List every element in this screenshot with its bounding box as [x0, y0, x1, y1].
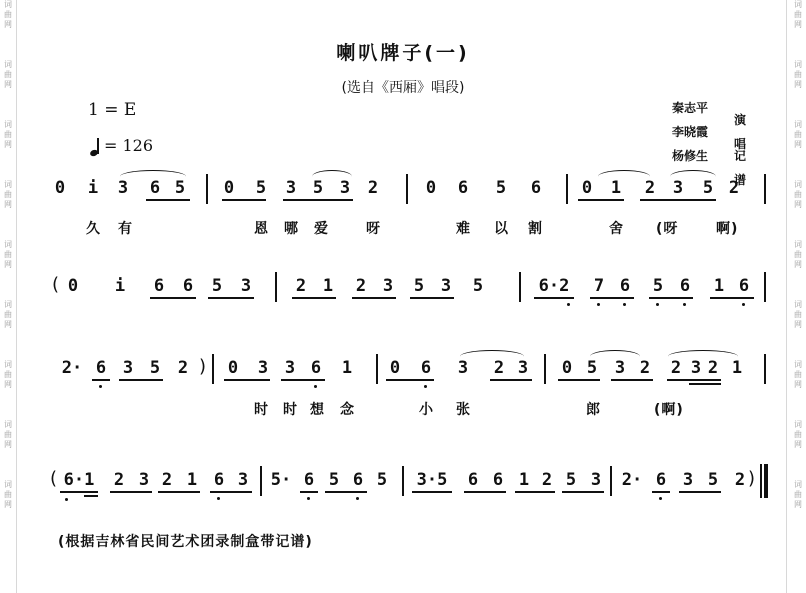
note: 3 — [614, 358, 626, 378]
side-watermark-char: 词 — [794, 360, 802, 369]
note: 6 — [492, 470, 504, 490]
note: 2 — [177, 358, 189, 378]
lyric: 时 — [254, 402, 269, 418]
barline — [764, 272, 766, 302]
side-watermark-gap — [791, 210, 805, 240]
beam — [210, 491, 252, 493]
close-paren: ) — [748, 468, 756, 489]
side-watermark-char: 曲 — [4, 250, 12, 259]
note: 1 — [610, 178, 622, 198]
note: 3 — [590, 470, 602, 490]
note: 1 — [713, 276, 725, 296]
note: 3 — [457, 358, 469, 378]
side-watermark-gap — [791, 390, 805, 420]
note: 5 — [495, 178, 507, 198]
side-watermark-char: 词 — [794, 480, 802, 489]
side-watermark-gap — [791, 150, 805, 180]
side-watermark-char: 词 — [794, 240, 802, 249]
beam — [150, 297, 196, 299]
lyric: 以 — [494, 221, 509, 237]
note: 6 — [153, 276, 165, 296]
beam — [119, 379, 163, 381]
side-watermark-char: 曲 — [4, 70, 12, 79]
beam — [640, 199, 716, 201]
note: 6 — [530, 178, 542, 198]
beam — [283, 199, 353, 201]
note: 6·2 — [538, 276, 570, 296]
beam — [464, 491, 506, 493]
low-dot — [424, 385, 427, 388]
side-watermark-char: 曲 — [794, 430, 802, 439]
note: 3 — [517, 358, 529, 378]
note: 2 — [670, 358, 682, 378]
note: 3 — [440, 276, 452, 296]
side-watermark-char: 网 — [4, 440, 12, 449]
side-watermark-char: 网 — [4, 80, 12, 89]
note: 2· — [61, 358, 83, 378]
side-watermark-char: 网 — [4, 140, 12, 149]
note: 6 — [182, 276, 194, 296]
note: 6 — [457, 178, 469, 198]
side-watermark-char: 网 — [794, 80, 802, 89]
note: 3 — [257, 358, 269, 378]
note: 3 — [690, 358, 702, 378]
note: 2 — [541, 470, 553, 490]
barline — [566, 174, 568, 204]
barline — [406, 174, 408, 204]
note: 5 — [255, 178, 267, 198]
note: 6 — [310, 358, 322, 378]
low-dot — [314, 385, 317, 388]
beam — [679, 491, 721, 493]
side-watermark-gap — [791, 510, 805, 540]
song-title: 喇叭牌子(一) — [336, 42, 470, 64]
note: 3 — [285, 178, 297, 198]
side-watermark-char: 曲 — [794, 250, 802, 259]
note: 2 — [707, 358, 719, 378]
note: 5 — [211, 276, 223, 296]
low-dot — [65, 498, 68, 501]
note: 0 — [561, 358, 573, 378]
note: 2 — [295, 276, 307, 296]
barline — [212, 354, 214, 384]
note: 0 — [389, 358, 401, 378]
note: 5 — [149, 358, 161, 378]
note: 0 — [54, 178, 66, 198]
note: i — [87, 178, 99, 198]
side-watermark-gap — [791, 450, 805, 480]
barline — [610, 466, 612, 496]
record-role: 记谱 — [734, 149, 747, 187]
beam — [515, 491, 555, 493]
performer-name-1: 秦志平 — [672, 101, 709, 115]
note: 0 — [425, 178, 437, 198]
lyric: 恩 — [254, 221, 269, 237]
lyric: 张 — [456, 402, 471, 418]
open-paren: ( — [50, 468, 58, 489]
tempo-marking — [90, 136, 153, 156]
note: 3 — [339, 178, 351, 198]
note: 6 — [149, 178, 161, 198]
song-subtitle: (选自《西厢》唱段) — [341, 80, 465, 96]
watermark-url — [330, 428, 339, 443]
note: 6 — [303, 470, 315, 490]
beam — [224, 379, 270, 381]
credits — [672, 96, 747, 187]
note: 3 — [682, 470, 694, 490]
side-watermark-char: 网 — [4, 320, 12, 329]
note: 2· — [621, 470, 643, 490]
side-watermark-char: 网 — [794, 320, 802, 329]
note: 2 — [639, 358, 651, 378]
side-watermark-gap — [1, 150, 15, 180]
lyric: 啊) — [716, 221, 739, 237]
side-watermark-char: 曲 — [4, 130, 12, 139]
note: 5 — [707, 470, 719, 490]
beam — [386, 379, 434, 381]
low-dot — [742, 303, 745, 306]
beam — [146, 199, 190, 201]
performer-name-2: 李晓霞 — [672, 125, 709, 139]
barline — [376, 354, 378, 384]
note: 2 — [728, 178, 740, 198]
beam — [410, 297, 454, 299]
lyric: 郎 — [586, 402, 601, 418]
low-dot — [217, 497, 220, 500]
note: 5 — [586, 358, 598, 378]
tie-slur — [120, 170, 186, 183]
tie-slur — [668, 350, 738, 363]
note: 2 — [355, 276, 367, 296]
beam — [710, 297, 754, 299]
note: 2 — [161, 470, 173, 490]
beam — [590, 297, 634, 299]
note: 2 — [493, 358, 505, 378]
lyric: 呀 — [366, 221, 381, 237]
beam — [292, 297, 336, 299]
low-dot — [659, 497, 662, 500]
side-watermark-char: 词 — [794, 300, 802, 309]
beam — [578, 199, 624, 201]
low-dot — [356, 497, 359, 500]
note: 1 — [518, 470, 530, 490]
side-watermark-char: 网 — [794, 440, 802, 449]
beam — [611, 379, 653, 381]
note: 7 — [593, 276, 605, 296]
side-watermark-char: 曲 — [794, 10, 802, 19]
note: 1 — [341, 358, 353, 378]
beam — [490, 379, 532, 381]
side-watermark-gap — [1, 330, 15, 360]
side-watermark-char: 曲 — [4, 490, 12, 499]
barline — [544, 354, 546, 384]
note: i — [114, 276, 126, 296]
side-watermark-char: 曲 — [4, 310, 12, 319]
side-watermark-char: 词 — [4, 360, 12, 369]
lyric: 有 — [118, 221, 133, 237]
note: 0 — [227, 358, 239, 378]
key-signature: 1 = E — [88, 100, 137, 120]
note: 5 — [413, 276, 425, 296]
beam — [562, 491, 604, 493]
lyric: 爱 — [314, 221, 329, 237]
beam — [689, 383, 721, 385]
lyric: 难 — [456, 221, 471, 237]
barline — [764, 174, 766, 204]
low-dot — [597, 303, 600, 306]
side-watermark-char: 曲 — [794, 490, 802, 499]
note: 3 — [672, 178, 684, 198]
note: 6·1 — [63, 470, 95, 490]
beam — [222, 199, 266, 201]
low-dot — [683, 303, 686, 306]
side-watermark-char: 网 — [4, 260, 12, 269]
note: 0 — [223, 178, 235, 198]
lyric: (呀 — [656, 221, 679, 237]
note: 2 — [113, 470, 125, 490]
beam — [667, 379, 721, 381]
perform-role: 演唱 — [734, 113, 747, 151]
note: 2 — [734, 470, 746, 490]
side-watermark-char: 词 — [4, 480, 12, 489]
lyric: 久 — [86, 221, 101, 237]
side-watermark-char: 网 — [794, 260, 802, 269]
low-dot — [623, 303, 626, 306]
barline — [519, 272, 521, 302]
beam — [84, 495, 98, 497]
watermark-logo — [330, 110, 350, 156]
side-watermark-char: 词 — [4, 180, 12, 189]
note: 3 — [122, 358, 134, 378]
side-watermark-char: 词 — [4, 420, 12, 429]
tempo-value: = 126 — [104, 136, 154, 155]
barline — [275, 272, 277, 302]
note: 5 — [174, 178, 186, 198]
final-barline-thick — [764, 464, 768, 498]
side-watermark-char: 网 — [794, 200, 802, 209]
note: 5 — [472, 276, 484, 296]
side-watermark-char: 词 — [794, 0, 802, 9]
note: 3 — [284, 358, 296, 378]
source-note: (根据吉林省民间艺术团录制盒带记谱) — [58, 534, 313, 550]
beam — [281, 379, 325, 381]
side-watermark-char: 曲 — [4, 430, 12, 439]
lyric: 舍 — [609, 221, 624, 237]
lyric: 想 — [310, 402, 325, 418]
recorder-name: 杨修生 — [672, 149, 709, 163]
note: 6 — [655, 470, 667, 490]
note: 5 — [328, 470, 340, 490]
note: 5 — [376, 470, 388, 490]
beam — [352, 297, 396, 299]
side-watermark-char: 词 — [4, 120, 12, 129]
side-watermark-gap — [1, 270, 15, 300]
tie-slur — [670, 170, 716, 183]
side-watermark-char: 曲 — [794, 190, 802, 199]
side-watermark-char: 网 — [4, 200, 12, 209]
barline — [260, 466, 262, 496]
beam — [558, 379, 600, 381]
note: 6 — [95, 358, 107, 378]
beam — [652, 491, 670, 493]
side-watermark-char: 词 — [4, 300, 12, 309]
beam — [534, 297, 574, 299]
side-watermark-gap — [1, 210, 15, 240]
quarter-note-icon — [90, 138, 100, 156]
note: 3·5 — [416, 470, 448, 490]
note: 5· — [270, 470, 292, 490]
side-watermark-gap — [791, 270, 805, 300]
barline — [764, 354, 766, 384]
side-watermark-gap — [791, 330, 805, 360]
low-dot — [307, 497, 310, 500]
side-watermark-gap — [1, 450, 15, 480]
note: 1 — [186, 470, 198, 490]
beam — [649, 297, 693, 299]
note: 3 — [237, 470, 249, 490]
side-watermark-char: 网 — [4, 380, 12, 389]
lyric: 哪 — [284, 221, 299, 237]
note: 6 — [213, 470, 225, 490]
side-watermark-gap — [1, 510, 15, 540]
note: 5 — [312, 178, 324, 198]
lyric: 时 — [283, 402, 298, 418]
side-watermark-char: 词 — [4, 0, 12, 9]
note: 6 — [738, 276, 750, 296]
note: 5 — [565, 470, 577, 490]
note: 2 — [367, 178, 379, 198]
note: 5 — [702, 178, 714, 198]
beam — [92, 379, 110, 381]
lyric: 念 — [340, 402, 355, 418]
lyric: 小 — [419, 402, 434, 418]
note: 3 — [382, 276, 394, 296]
note: 6 — [619, 276, 631, 296]
low-dot — [567, 303, 570, 306]
note: 6 — [467, 470, 479, 490]
beam — [300, 491, 318, 493]
side-watermark-char: 曲 — [4, 190, 12, 199]
note: 3 — [138, 470, 150, 490]
note: 6 — [352, 470, 364, 490]
side-watermark-char: 词 — [4, 240, 12, 249]
side-watermark-char: 网 — [4, 500, 12, 509]
side-watermark-char: 曲 — [794, 370, 802, 379]
side-watermark-char: 词 — [794, 180, 802, 189]
note: 0 — [67, 276, 79, 296]
lyric: 割 — [528, 221, 543, 237]
note: 6 — [679, 276, 691, 296]
barline — [402, 466, 404, 496]
note: 1 — [731, 358, 743, 378]
side-watermark-char: 词 — [794, 120, 802, 129]
side-watermark-char: 网 — [794, 500, 802, 509]
side-watermark-char: 网 — [4, 20, 12, 29]
final-barline-thin — [760, 464, 762, 498]
note: 5 — [652, 276, 664, 296]
side-watermark-char: 曲 — [794, 310, 802, 319]
side-watermark-char: 网 — [794, 380, 802, 389]
note: 3 — [117, 178, 129, 198]
note: 1 — [322, 276, 334, 296]
note: 3 — [240, 276, 252, 296]
side-watermark-char: 词 — [4, 60, 12, 69]
side-watermark-char: 词 — [794, 60, 802, 69]
side-watermark-char: 网 — [794, 140, 802, 149]
tie-slur — [312, 170, 352, 183]
close-paren: ) — [199, 356, 207, 377]
low-dot — [656, 303, 659, 306]
low-dot — [99, 385, 102, 388]
side-watermark-char: 曲 — [4, 370, 12, 379]
beam — [110, 491, 152, 493]
beam — [325, 491, 367, 493]
lyric: (啊) — [654, 402, 684, 418]
beam — [412, 491, 452, 493]
side-watermark-char: 曲 — [4, 10, 12, 19]
side-watermark-char: 词 — [794, 420, 802, 429]
note: 0 — [581, 178, 593, 198]
side-watermark-char: 网 — [794, 20, 802, 29]
beam — [158, 491, 200, 493]
beam — [208, 297, 254, 299]
side-watermark-char: 曲 — [794, 70, 802, 79]
side-watermark-gap — [1, 390, 15, 420]
open-paren: ( — [52, 274, 60, 295]
note: 2 — [644, 178, 656, 198]
side-watermark-char: 曲 — [794, 130, 802, 139]
beam — [60, 491, 98, 493]
note: 6 — [420, 358, 432, 378]
barline — [206, 174, 208, 204]
